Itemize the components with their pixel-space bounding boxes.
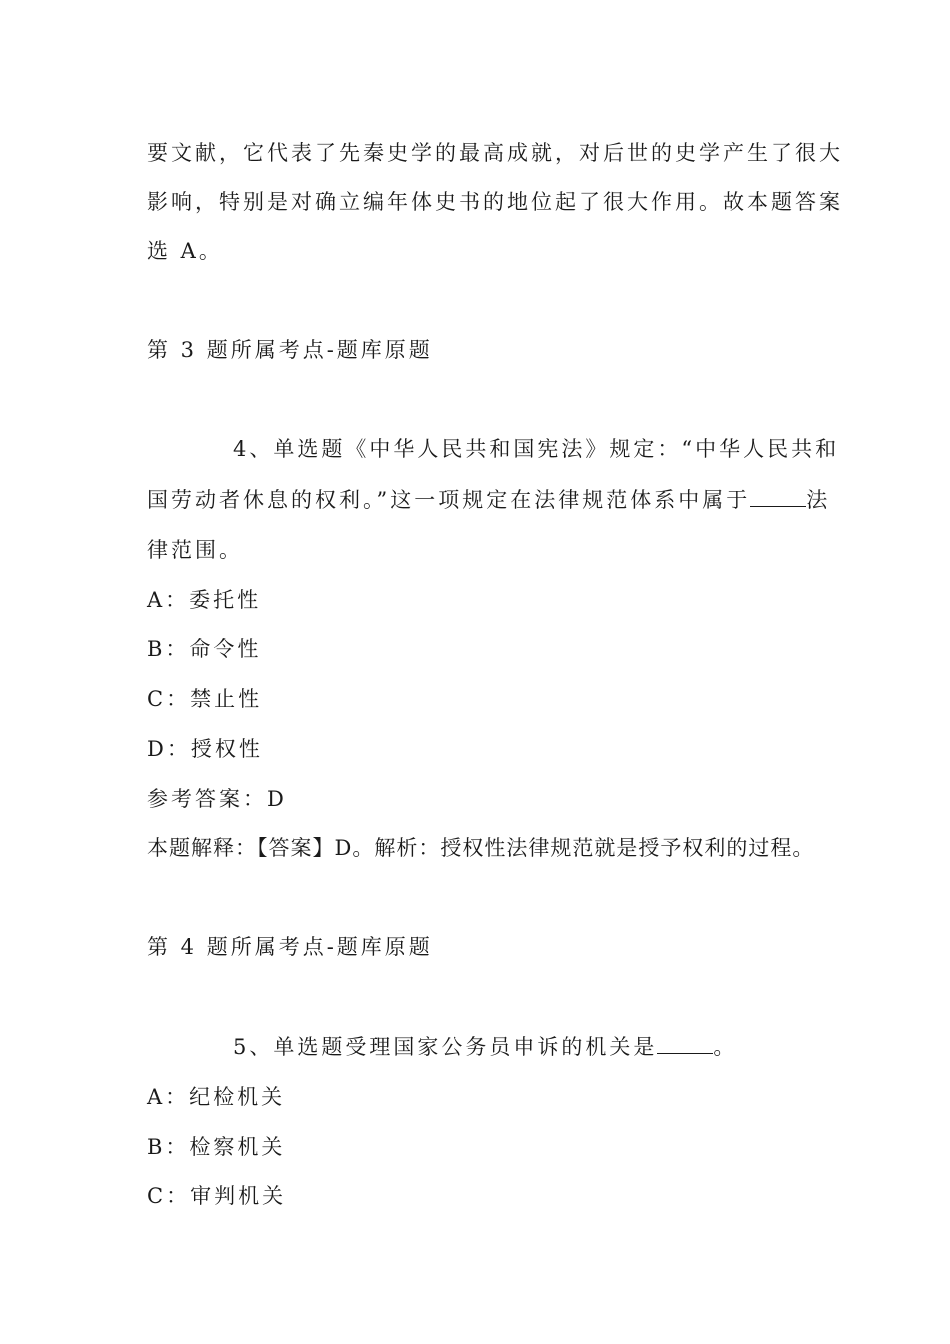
option-a: A：委托性 [147,588,262,612]
option-a: A：纪检机关 [147,1085,286,1109]
question-source: 第 4 题所属考点-题库原题 [147,935,433,959]
question-stem-text: 法 [806,488,831,512]
reference-answer: 参考答案：D [147,787,287,811]
question-stem-line [147,485,831,515]
question-stem-text: 国劳动者休息的权利。”这一项规定在法律规范体系中属于 [147,488,751,512]
question-stem: 4、单选题《中华人民共和国宪法》规定：“中华人民共和 [233,437,840,461]
option-c: C：禁止性 [147,687,263,711]
option-c: C：审判机关 [147,1184,287,1208]
answer-blank [750,486,806,507]
paragraph-line: 选 A。 [147,239,223,263]
question-stem: 律范围。 [147,538,243,562]
answer-explanation: 本题解释：【答案】D。解析：授权性法律规范就是授予权利的过程。 [147,836,815,860]
question-stem-text: 5、单选题受理国家公务员申诉的机关是 [233,1035,658,1059]
paragraph-line: 要文献，它代表了先秦史学的最高成就，对后世的史学产生了很大 [147,141,843,165]
option-b: B：检察机关 [147,1135,286,1159]
option-b: B：命令性 [147,637,262,661]
question-stem-text: 。 [713,1035,738,1059]
question-stem-line [233,1032,813,1062]
answer-blank [657,1033,713,1054]
question-source: 第 3 题所属考点-题库原题 [147,338,433,362]
paragraph-line: 影响，特别是对确立编年体史书的地位起了很大作用。故本题答案 [147,190,843,214]
option-d: D：授权性 [147,737,263,761]
